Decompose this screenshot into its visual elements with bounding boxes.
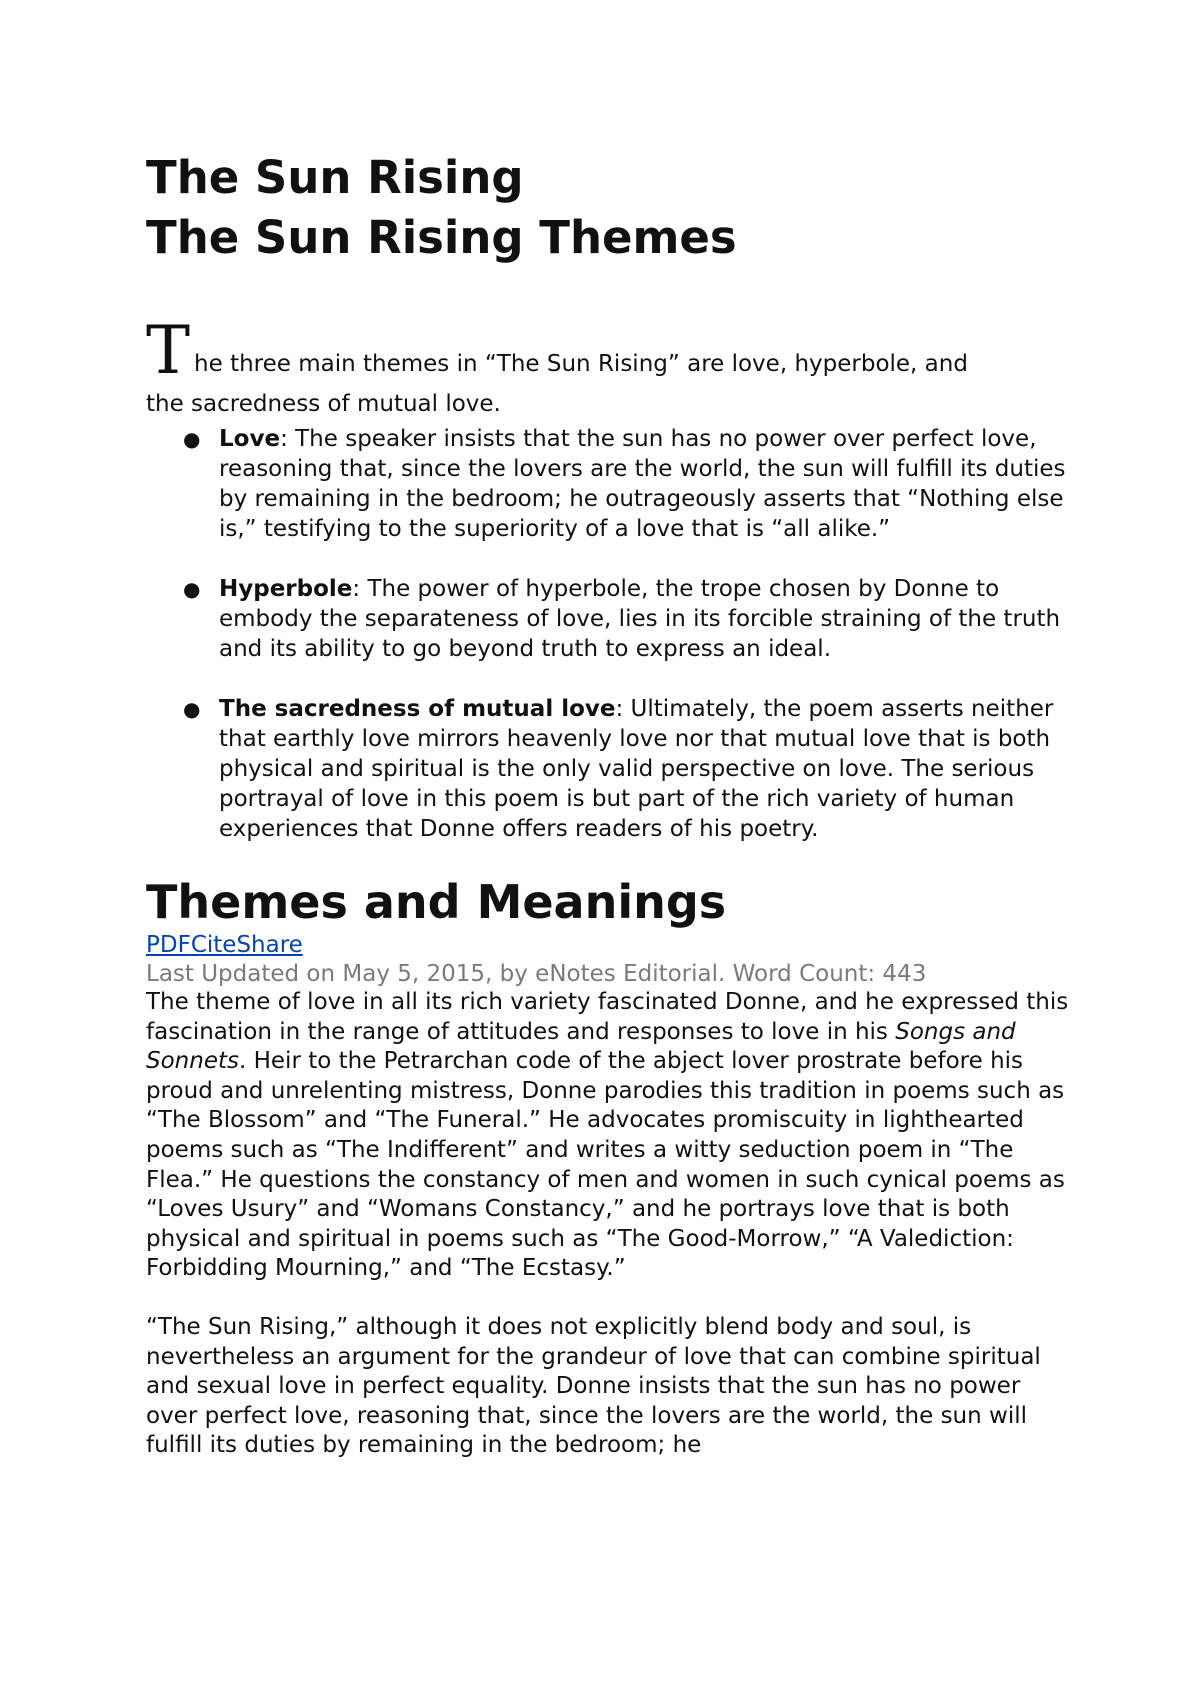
theme-text: : Ultimately, the poem asserts neither that earthly love mirrors heavenly love nor that mutual love that is both physical and spiritual is the only valid perspective on love. The serious portrayal of love in this poem is but part of the rich variety of human experiences that Donne offers readers of his poetry.	[219, 696, 1054, 842]
body-paragraph-2: “The Sun Rising,” although it does not explicitly blend body and soul, is nevertheless an argument for the grandeur of love that can combine spiritual and sexual love in perfect equality. Donne insists that the sun has no power over perfect love, reasoning that, since the lovers are the world, the sun will fulfill its duties by remaining in the bedroom; he	[146, 1313, 1041, 1459]
theme-text: : The power of hyperbole, the trope chosen by Donne to embody the separateness of love, lies in its forcible straining of the truth and its ability to go beyond truth to express an ideal.	[219, 576, 1061, 662]
para1-text-a: The theme of love in all its rich variety fascinated Donne, and he expressed this fascination in the range of attitudes and responses to love in his	[146, 989, 1069, 1045]
bullet-icon: ●	[183, 427, 201, 451]
drop-cap: T	[146, 312, 191, 389]
bullet-icon: ●	[183, 697, 201, 721]
section-heading: Themes and Meanings	[146, 875, 727, 929]
article-meta: Last Updated on May 5, 2015, by eNotes Editorial. Word Count: 443	[146, 961, 927, 987]
document-content	[146, 148, 1076, 1461]
list-item	[183, 424, 1076, 544]
action-links	[146, 930, 1076, 960]
page-title	[146, 148, 1076, 268]
theme-text: : The speaker insists that the sun has no power over perfect love, reasoning that, since the lovers are the world, the sun will fulfill its duties by remaining in the bedroom; he outrageously asserts that “Nothing else is,” testifying to the superiority of a love that is “all alike.”	[219, 426, 1066, 542]
book-title: Songs and Sonnets	[146, 1018, 1016, 1075]
intro-line-2: the sacredness of mutual love.	[146, 391, 501, 417]
bullet-icon: ●	[183, 577, 201, 601]
list-item	[183, 574, 1076, 664]
title-line-2: The Sun Rising Themes	[146, 211, 737, 264]
list-item	[183, 694, 1076, 844]
theme-term: Hyperbole	[219, 576, 353, 602]
intro-paragraph	[146, 312, 1076, 424]
share-link[interactable]: Share	[236, 932, 303, 958]
theme-term: The sacredness of mutual love	[219, 696, 616, 722]
cite-link[interactable]: Cite	[190, 932, 237, 958]
theme-term: Love	[219, 426, 281, 452]
para1-text-b: . Heir to the Petrarchan code of the abject lover prostrate before his proud and unrelenting mistress, Donne parodies this tradition in poems such as “The Blossom” and “The Funeral.” He advocates promiscuity in lighthearted poems such as “The Indifferent” and writes a witty seduction poem in “The Flea.” He questions the constancy of men and women in such cynical poems as “Loves Usury” and “Womans Constancy,” and he portrays love that is both physical and spiritual in poems such as “The Good-Morrow,” “A Valediction: Forbidding Mourning,” and “The Ecstasy.”	[146, 1048, 1065, 1282]
intro-line-1: he three main themes in “The Sun Rising” are love, hyperbole, and	[194, 351, 968, 377]
title-line-1: The Sun Rising	[146, 151, 524, 204]
body-paragraph-1	[146, 988, 1076, 1284]
themes-list	[146, 424, 1076, 844]
pdf-link[interactable]: PDF	[146, 932, 191, 958]
